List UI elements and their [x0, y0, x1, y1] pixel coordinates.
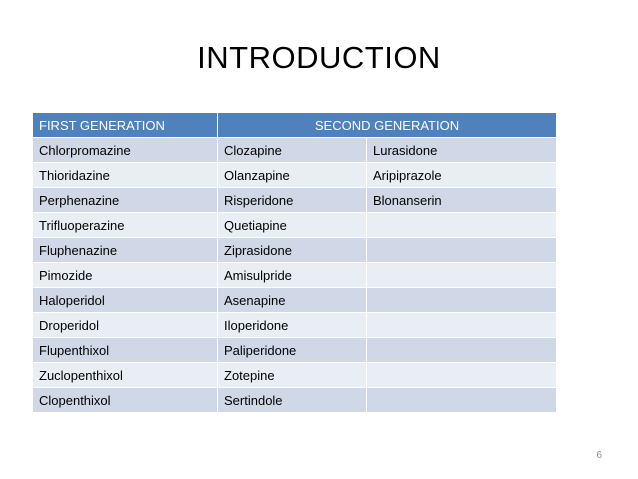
- table-cell: Zuclopenthixol: [33, 363, 218, 388]
- table-cell: Ziprasidone: [218, 238, 367, 263]
- table-cell: [367, 238, 557, 263]
- table-cell: Perphenazine: [33, 188, 218, 213]
- table-cell: [367, 288, 557, 313]
- table-cell: Chlorpromazine: [33, 138, 218, 163]
- table-body: [33, 138, 557, 413]
- table-cell: Blonanserin: [367, 188, 557, 213]
- table-cell: [367, 263, 557, 288]
- table-row: [33, 188, 557, 213]
- table-cell: Flupenthixol: [33, 338, 218, 363]
- table-cell: Zotepine: [218, 363, 367, 388]
- header-second-generation: SECOND GENERATION: [218, 113, 557, 138]
- table-row: [33, 388, 557, 413]
- table-cell: Quetiapine: [218, 213, 367, 238]
- antipsychotics-table-container: [32, 112, 556, 413]
- table-cell: Amisulpride: [218, 263, 367, 288]
- header-first-generation: FIRST GENERATION: [33, 113, 218, 138]
- table-cell: Pimozide: [33, 263, 218, 288]
- slide-title: INTRODUCTION: [197, 40, 441, 75]
- table-cell: [367, 338, 557, 363]
- table-row: [33, 238, 557, 263]
- table-cell: [367, 213, 557, 238]
- table-cell: Iloperidone: [218, 313, 367, 338]
- table-cell: Haloperidol: [33, 288, 218, 313]
- table-cell: Asenapine: [218, 288, 367, 313]
- table-cell: [367, 363, 557, 388]
- table-cell: Fluphenazine: [33, 238, 218, 263]
- table-row: [33, 263, 557, 288]
- table-row: [33, 338, 557, 363]
- page-number: 6: [596, 450, 602, 461]
- table-cell: [367, 388, 557, 413]
- table-cell: Olanzapine: [218, 163, 367, 188]
- table-cell: Droperidol: [33, 313, 218, 338]
- table-cell: Clopenthixol: [33, 388, 218, 413]
- table-header-row: [33, 113, 557, 138]
- table-row: [33, 213, 557, 238]
- table-cell: Thioridazine: [33, 163, 218, 188]
- table-cell: Aripiprazole: [367, 163, 557, 188]
- table-cell: Trifluoperazine: [33, 213, 218, 238]
- table-row: [33, 313, 557, 338]
- table-cell: Sertindole: [218, 388, 367, 413]
- table-cell: Risperidone: [218, 188, 367, 213]
- table-row: [33, 163, 557, 188]
- table-cell: [367, 313, 557, 338]
- table-row: [33, 363, 557, 388]
- table-cell: Paliperidone: [218, 338, 367, 363]
- table-row: [33, 288, 557, 313]
- antipsychotics-table: [32, 112, 557, 413]
- table-cell: Clozapine: [218, 138, 367, 163]
- table-cell: Lurasidone: [367, 138, 557, 163]
- table-row: [33, 138, 557, 163]
